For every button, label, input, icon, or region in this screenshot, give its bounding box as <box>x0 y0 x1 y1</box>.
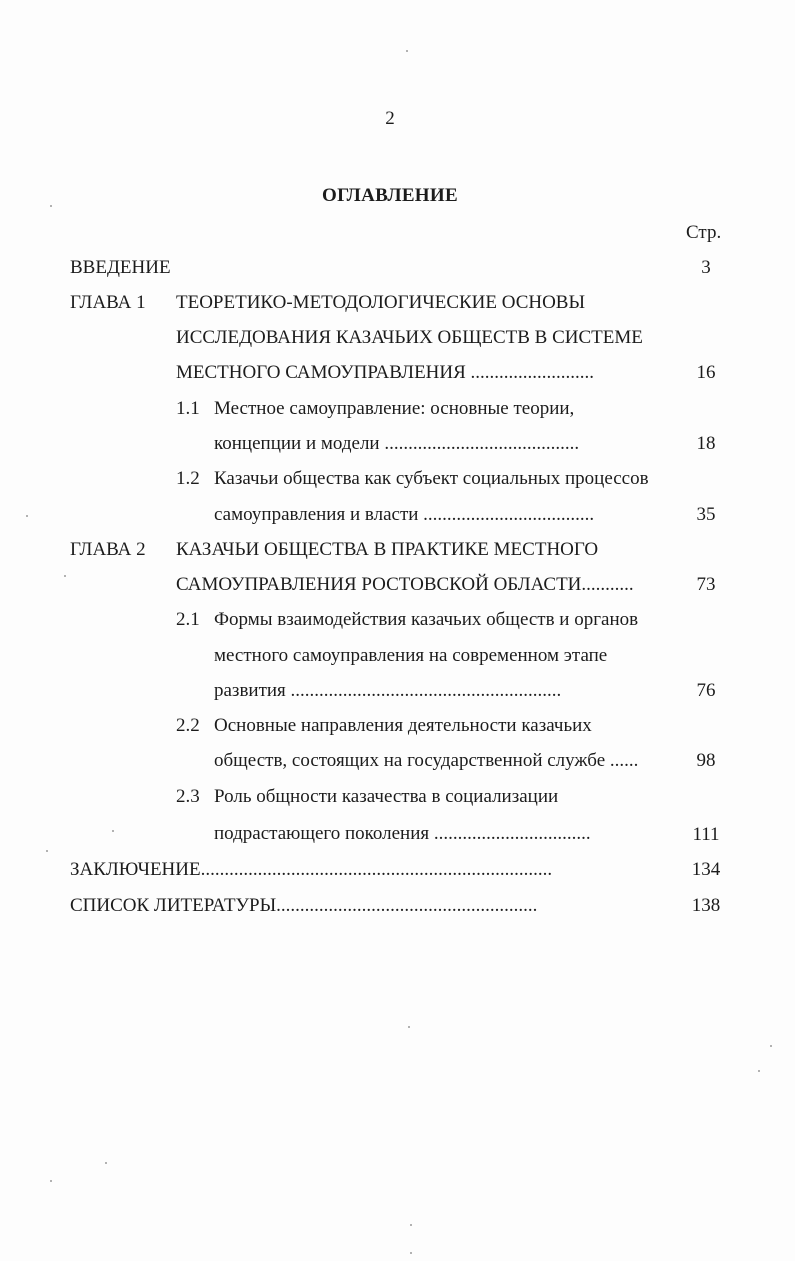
chapter-title-line: КАЗАЧЬИ ОБЩЕСТВА В ПРАКТИКЕ МЕСТНОГО <box>176 539 599 560</box>
scan-speck <box>112 830 114 832</box>
section-title-line: развития ......................................................... <box>214 680 562 701</box>
scan-speck <box>410 1252 412 1254</box>
toc-page-number: 16 <box>696 362 716 383</box>
chapter-label: ГЛАВА 1 <box>70 292 146 313</box>
toc-page-number: 35 <box>696 504 716 525</box>
toc-entry-text: СПИСОК ЛИТЕРАТУРЫ....................................................... <box>70 895 538 916</box>
section-title-line: Основные направления деятельности казачьих <box>214 715 592 736</box>
section-title-line: самоуправления и власти .................................... <box>214 504 595 525</box>
toc-page-number: 18 <box>696 433 716 454</box>
section-title-line: обществ, состоящих на государственной службе ...... <box>214 750 639 771</box>
scan-speck <box>758 1070 760 1072</box>
scan-speck <box>770 1045 772 1047</box>
section-title-line: концепции и модели ......................................... <box>214 433 580 454</box>
scan-speck <box>408 1026 410 1028</box>
toc-page-number: 138 <box>691 895 721 916</box>
chapter-label: ГЛАВА 2 <box>70 539 146 560</box>
section-number: 1.2 <box>176 468 200 489</box>
scan-speck <box>26 515 28 517</box>
section-number: 2.1 <box>176 609 200 630</box>
section-title-line: Роль общности казачества в социализации <box>214 786 559 807</box>
toc-page-number: 3 <box>701 257 711 278</box>
section-title-line: подрастающего поколения ................................. <box>214 823 591 844</box>
section-title-line: Местное самоуправление: основные теории, <box>214 398 575 419</box>
toc-page-number: 73 <box>696 574 716 595</box>
scan-speck <box>64 575 66 577</box>
scan-speck <box>406 50 408 52</box>
section-number: 1.1 <box>176 398 200 419</box>
chapter-title-line: САМОУПРАВЛЕНИЯ РОСТОВСКОЙ ОБЛАСТИ........... <box>176 574 634 595</box>
page-number: 2 <box>385 108 395 129</box>
scan-speck <box>50 1180 52 1182</box>
section-title-line: местного самоуправления на современном этапе <box>214 645 608 666</box>
toc-page-number: 134 <box>691 859 721 880</box>
section-title-line: Формы взаимодействия казачьих обществ и органов <box>214 609 639 630</box>
toc-entry-text: ЗАКЛЮЧЕНИЕ.......................................................................... <box>70 859 553 880</box>
scan-speck <box>50 205 52 207</box>
scan-speck <box>410 1224 412 1226</box>
toc-page-number: 111 <box>692 824 720 845</box>
section-number: 2.2 <box>176 715 200 736</box>
chapter-title-line: ТЕОРЕТИКО-МЕТОДОЛОГИЧЕСКИЕ ОСНОВЫ <box>176 292 586 313</box>
section-title-line: Казачьи общества как субъект социальных процессов <box>214 468 649 489</box>
scan-speck <box>105 1162 107 1164</box>
page-column-header: Стр. <box>686 222 722 243</box>
chapter-title-line: ИССЛЕДОВАНИЯ КАЗАЧЬИХ ОБЩЕСТВ В СИСТЕМЕ <box>176 327 643 348</box>
toc-page-number: 98 <box>696 750 716 771</box>
toc-page-number: 76 <box>696 680 716 701</box>
toc-entry-text: ВВЕДЕНИЕ <box>70 257 171 278</box>
chapter-title-line: МЕСТНОГО САМОУПРАВЛЕНИЯ .......................... <box>176 362 595 383</box>
scan-speck <box>46 850 48 852</box>
page-title: ОГЛАВЛЕНИЕ <box>322 185 458 206</box>
section-number: 2.3 <box>176 786 200 807</box>
